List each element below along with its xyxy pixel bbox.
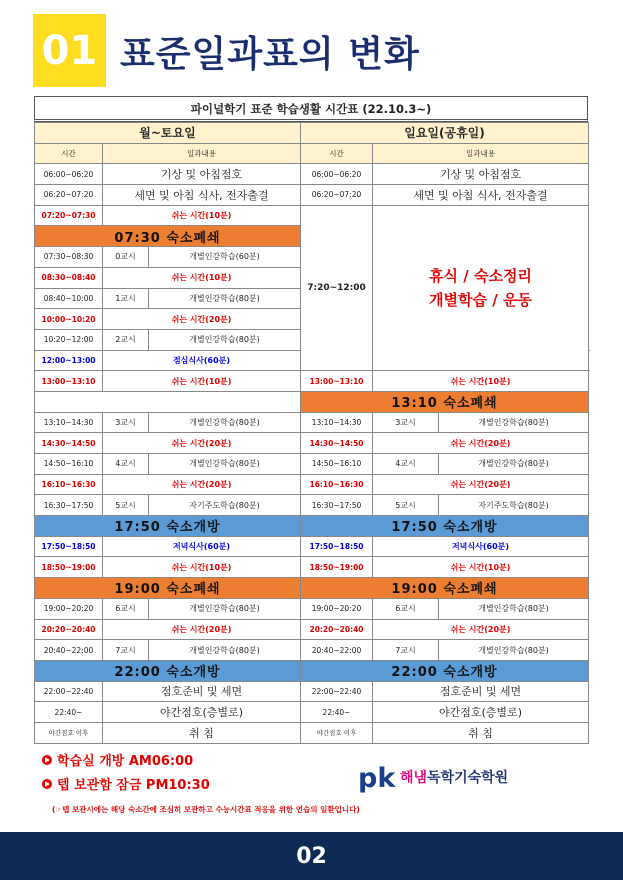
note-study-room [42,750,193,769]
period-cell: 7교시 [103,640,149,661]
activity-cell: 개별인강학습(80분) [149,454,301,475]
dorm-closed-bar: 19:00 숙소폐쇄 [35,578,301,599]
time-cell: 06:20~07:20 [35,185,103,206]
time-cell: 17:50~18:50 [35,536,103,557]
activity-cell: 기상 및 아침점호 [103,164,301,185]
notes-section [34,744,588,822]
bullet-arrow-icon [42,755,52,765]
break-cell: 쉬는 시간(10분) [103,205,301,226]
time-cell: 12:00~13:00 [35,350,103,371]
activity-cell: 개별인강학습(80분) [149,288,301,309]
activity-cell: 개별인강학습(80분) [149,598,301,619]
time-cell: 19:00~20:20 [301,598,373,619]
dorm-open-bar: 22:00 숙소개방 [35,660,301,681]
note-text: 텝 보관함 잠금 PM10:30 [57,778,210,793]
time-cell: 16:10~16:30 [301,474,373,495]
meal-cell: 점심식사(60분) [103,350,301,371]
activity-cell: 개별인강학습(80분) [439,454,589,475]
dorm-closed-bar: 07:30 숙소폐쇄 [35,226,301,247]
time-cell: 14:50~16:10 [35,454,103,475]
table-row [35,702,589,723]
period-cell: 5교시 [103,495,149,516]
time-cell: 16:10~16:30 [35,474,103,495]
table-row [35,557,589,578]
break-cell: 쉬는 시간(20분) [373,619,589,640]
activity-cell: 야간점호(층별로) [373,702,589,723]
activity-cell: 야간점호(층별로) [103,702,301,723]
weekday-header: 월~토요일 [35,123,301,144]
period-cell: 4교시 [103,454,149,475]
time-cell: 20:20~20:40 [301,619,373,640]
time-cell: 06:00~06:20 [301,164,373,185]
activity-cell: 세면 및 아침 식사, 전자출결 [373,185,589,206]
activity-cell: 자기주도학습(80분) [439,495,589,516]
dorm-open-bar: 22:00 숙소개방 [301,660,589,681]
time-cell: 19:00~20:20 [35,598,103,619]
break-cell: 쉬는 시간(20분) [103,309,301,330]
rest-line-1: 휴식 / 숙소정리 [429,267,532,285]
activity-cell: 점호준비 및 세면 [103,681,301,702]
activity-cell: 개별인강학습(80분) [439,640,589,661]
activity-cell: 개별인강학습(80분) [439,412,589,433]
bullet-arrow-icon [42,779,52,789]
period-cell: 2교시 [103,329,149,350]
time-cell: 22:00~22:40 [301,681,373,702]
time-cell: 야간점호 이후 [35,722,103,743]
rest-activity-cell [373,205,589,371]
time-cell: 14:30~14:50 [35,433,103,454]
table-row [35,681,589,702]
break-cell: 쉬는 시간(20분) [103,474,301,495]
period-cell: 1교시 [103,288,149,309]
time-cell: 13:10~14:30 [301,412,373,433]
period-cell: 7교시 [373,640,439,661]
time-cell: 10:20~12:00 [35,329,103,350]
time-cell: 13:00~13:10 [35,371,103,392]
time-cell: 18:50~19:00 [301,557,373,578]
table-row [35,164,589,185]
timetable-title: 파이널학기 표준 학습생활 시간표 (22.10.3~) [34,96,588,122]
time-cell: 야간점호 이후 [301,722,373,743]
page-footer [0,832,623,880]
table-row [35,536,589,557]
time-cell: 14:30~14:50 [301,433,373,454]
svg-text:pk: pk [358,763,396,794]
table-row [35,433,589,454]
break-cell: 쉬는 시간(10분) [103,557,301,578]
tablet-footnote: (☞텝 보관시에는 해당 숙소간에 조심히 보관하고 수능시간표 적응을 위한 연습의 일환입니다) [52,805,360,814]
time-cell: 08:40~10:00 [35,288,103,309]
page-title: 표준일과표의 변화 [120,34,420,75]
col-time-header: 시간 [301,143,373,164]
time-cell: 22:00~22:40 [35,681,103,702]
page-header [0,0,623,95]
table-row [35,412,589,433]
time-cell: 22:40~ [301,702,373,723]
break-cell: 쉬는 시간(20분) [103,619,301,640]
time-cell: 13:10~14:30 [35,412,103,433]
time-cell: 20:40~22:00 [301,640,373,661]
academy-logo [356,760,508,794]
table-row [35,619,589,640]
time-cell: 13:00~13:10 [301,371,373,392]
col-time-header: 시간 [35,143,103,164]
section-number-box [33,14,106,87]
break-cell: 쉬는 시간(10분) [103,371,301,392]
activity-cell: 개별인강학습(80분) [439,598,589,619]
holiday-header: 일요일(공휴일) [301,123,589,144]
period-cell: 4교시 [373,454,439,475]
activity-cell: 개별인강학습(60분) [149,247,301,268]
period-cell: 6교시 [373,598,439,619]
table-row [35,205,589,226]
dorm-closed-bar: 19:00 숙소폐쇄 [301,578,589,599]
activity-cell: 세면 및 아침 식사, 전자출결 [103,185,301,206]
table-row [35,495,589,516]
period-cell: 5교시 [373,495,439,516]
period-cell: 3교시 [103,412,149,433]
break-cell: 쉬는 시간(10분) [373,371,589,392]
period-cell: 0교시 [103,247,149,268]
timetable [34,122,589,744]
time-cell: 10:00~10:20 [35,309,103,330]
timetable-sheet [34,96,588,744]
activity-cell: 개별인강학습(80분) [149,640,301,661]
break-cell: 쉬는 시간(10분) [103,267,301,288]
dorm-open-bar: 17:50 숙소개방 [35,516,301,537]
note-text: 학습실 개방 AM06:00 [57,754,194,769]
table-row [35,454,589,475]
dorm-closed-bar: 13:10 숙소폐쇄 [301,391,589,412]
period-cell: 3교시 [373,412,439,433]
time-cell: 14:50~16:10 [301,454,373,475]
table-row [35,474,589,495]
activity-cell: 개별인강학습(80분) [149,412,301,433]
academy-name: 해냄독학기숙학원 [400,770,509,786]
time-cell: 18:50~19:00 [35,557,103,578]
time-cell: 06:20~07:20 [301,185,373,206]
time-cell: 17:50~18:50 [301,536,373,557]
activity-cell: 점호준비 및 세면 [373,681,589,702]
time-cell: 22:40~ [35,702,103,723]
activity-cell: 취 침 [103,722,301,743]
activity-cell: 자기주도학습(80분) [149,495,301,516]
empty-cell [35,391,301,412]
table-row [35,640,589,661]
time-cell: 16:30~17:50 [35,495,103,516]
col-content-header: 일과내용 [103,143,301,164]
table-row [35,185,589,206]
table-row [35,371,589,392]
break-cell: 쉬는 시간(20분) [373,433,589,454]
time-cell: 06:00~06:20 [35,164,103,185]
meal-cell: 저녁식사(60분) [103,536,301,557]
page-number: 02 [296,843,327,869]
table-row [35,598,589,619]
time-cell: 08:30~08:40 [35,267,103,288]
activity-cell: 개별인강학습(80분) [149,329,301,350]
dorm-open-bar: 17:50 숙소개방 [301,516,589,537]
period-cell: 6교시 [103,598,149,619]
time-cell: 07:20~07:30 [35,205,103,226]
rest-time-cell: 7:20~12:00 [301,205,373,371]
time-cell: 20:40~22:00 [35,640,103,661]
pk-logo-icon [356,760,398,794]
rest-line-2: 개별학습 / 운동 [429,291,532,309]
time-cell: 20:20~20:40 [35,619,103,640]
note-tablet-locker [42,774,210,793]
activity-cell: 취 침 [373,722,589,743]
break-cell: 쉬는 시간(10분) [373,557,589,578]
meal-cell: 저녁식사(60분) [373,536,589,557]
section-number: 01 [41,27,98,74]
col-content-header: 일과내용 [373,143,589,164]
time-cell: 07:30~08:30 [35,247,103,268]
break-cell: 쉬는 시간(20분) [103,433,301,454]
activity-cell: 기상 및 아침점호 [373,164,589,185]
table-row [35,722,589,743]
time-cell: 16:30~17:50 [301,495,373,516]
break-cell: 쉬는 시간(20분) [373,474,589,495]
